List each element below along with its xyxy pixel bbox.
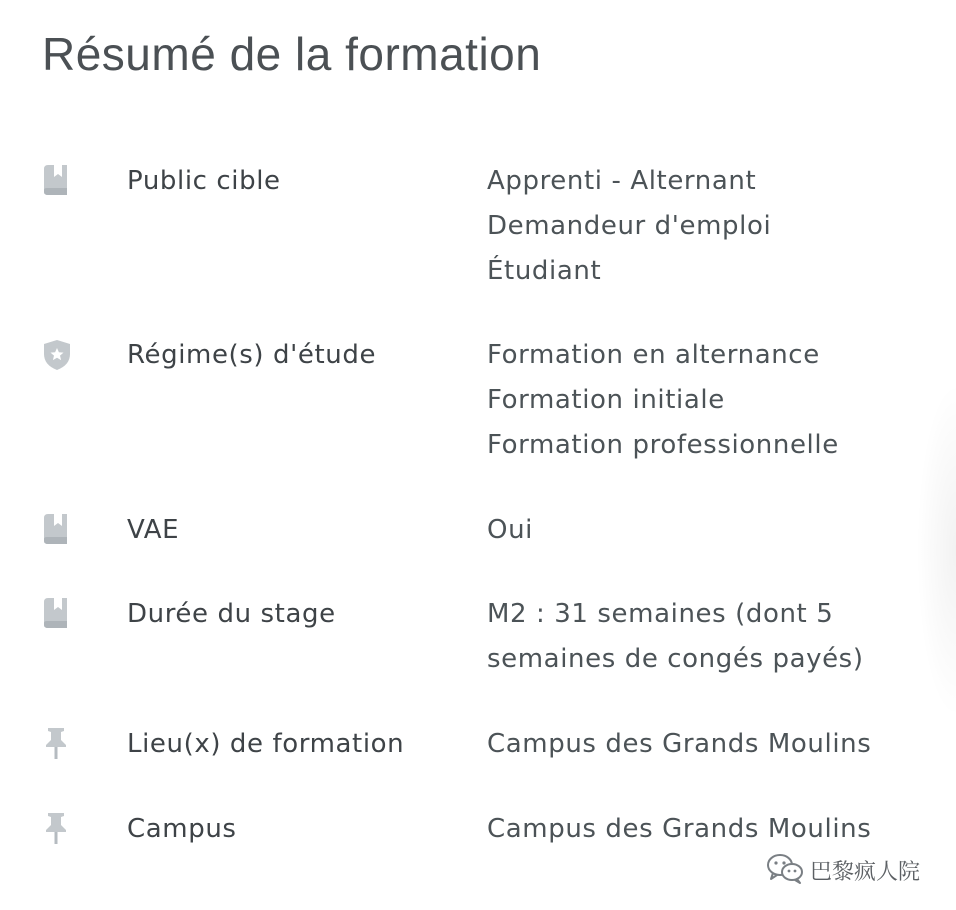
bookmark-book-icon bbox=[42, 163, 70, 197]
row-value: Formation professionnelle bbox=[487, 430, 839, 460]
row-label: VAE bbox=[127, 515, 180, 545]
watermark-label: 巴黎疯人院 bbox=[810, 859, 921, 885]
watermark bbox=[766, 852, 920, 888]
bookmark-book-icon bbox=[42, 596, 70, 630]
row-value: Étudiant bbox=[487, 256, 602, 286]
row-value: Formation initiale bbox=[487, 385, 725, 415]
row-value: Campus des Grands Moulins bbox=[487, 729, 872, 759]
row-values bbox=[487, 722, 927, 767]
row-label: Lieu(x) de formation bbox=[127, 729, 405, 759]
row-values bbox=[487, 508, 927, 553]
row-label: Durée du stage bbox=[127, 599, 336, 629]
row-value: M2 : 31 semaines (dont 5 bbox=[487, 599, 834, 629]
bookmark-book-icon bbox=[42, 512, 70, 546]
row-values bbox=[487, 159, 927, 294]
row-label: Régime(s) d'étude bbox=[127, 340, 377, 370]
row-label: Campus bbox=[127, 814, 237, 844]
row-values bbox=[487, 807, 927, 852]
row-values bbox=[487, 333, 927, 468]
pushpin-icon bbox=[42, 811, 70, 845]
row-value: Campus des Grands Moulins bbox=[487, 814, 872, 844]
pushpin-icon bbox=[42, 726, 70, 760]
row-value: semaines de congés payés) bbox=[487, 644, 864, 674]
shield-star-icon bbox=[42, 338, 70, 372]
page-title: Résumé de la formation bbox=[42, 28, 542, 80]
row-values bbox=[487, 592, 927, 682]
wechat-logo-icon bbox=[766, 852, 804, 888]
row-value: Formation en alternance bbox=[487, 340, 820, 370]
row-value: Demandeur d'emploi bbox=[487, 211, 772, 241]
row-value: Oui bbox=[487, 515, 533, 545]
row-label: Public cible bbox=[127, 166, 281, 196]
edge-shadow bbox=[916, 380, 956, 720]
row-value: Apprenti - Alternant bbox=[487, 166, 757, 196]
